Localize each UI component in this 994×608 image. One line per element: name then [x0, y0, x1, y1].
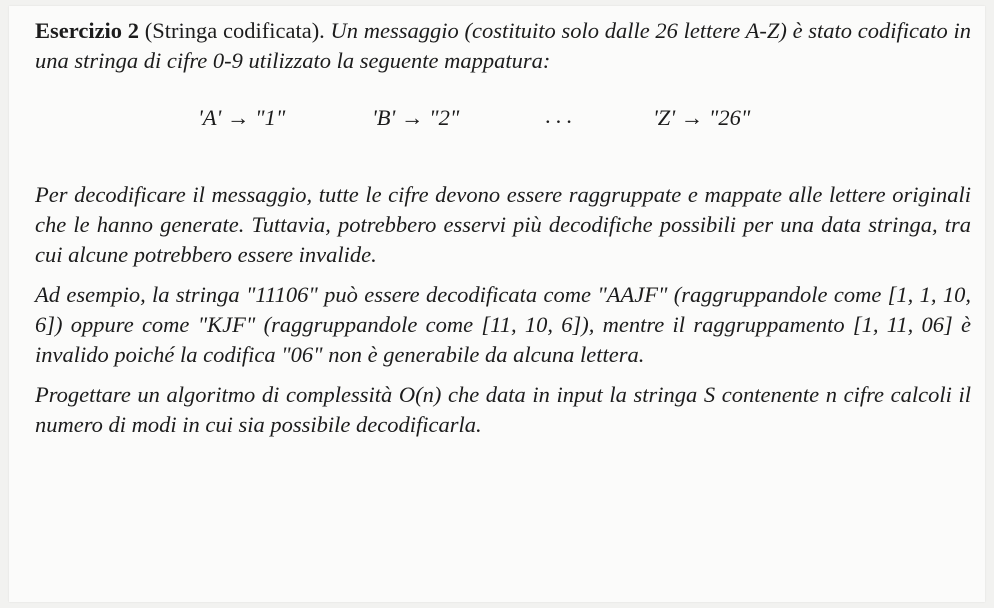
- paragraph-decoding: Per decodificare il messaggio, tutte le cifre devono essere raggruppate e mappate alle lettere originali che le hanno generate. Tuttavia, potrebbero esservi più decodifiche possibili per una data stringa, tra cui alcune potrebbero essere invalide.: [35, 182, 971, 267]
- letter-mapping: [35, 76, 971, 180]
- paragraph-task: Progettare un algoritmo di complessità O(n) che data in input la stringa S contenente n cifre calcoli il numero di modi in cui sia possibile decodificarla.: [35, 382, 971, 437]
- mapping-ellipsis: ...: [545, 103, 577, 128]
- paragraph-example: Ad esempio, la stringa "11106" può essere decodificata come "AAJF" (raggruppandole come [1, 1, 10, 6]) oppure come "KJF" (raggruppandole come [11, 10, 6]), mentre il raggruppamento [1, 11, 06] è invalido poiché la codifica "06" non è generabile da alcuna lettera.: [35, 282, 971, 367]
- exercise-body: [35, 16, 971, 440]
- mapping-a: 'A' → "1": [198, 105, 286, 130]
- exercise-intro-paragraph: [35, 16, 971, 76]
- mapping-z: 'Z' → "26": [653, 105, 751, 130]
- exercise-subtitle: (Stringa codificata).: [144, 18, 325, 43]
- document-page: [9, 6, 985, 602]
- exercise-heading: Esercizio 2: [35, 18, 140, 43]
- exercise-intro: Un messaggio (costituito solo dalle 26 lettere A-Z) è stato codificato in una stringa di cifre 0-9 utilizzato la seguente mappatura:: [35, 18, 971, 73]
- mapping-b: 'B' → "2": [372, 105, 460, 130]
